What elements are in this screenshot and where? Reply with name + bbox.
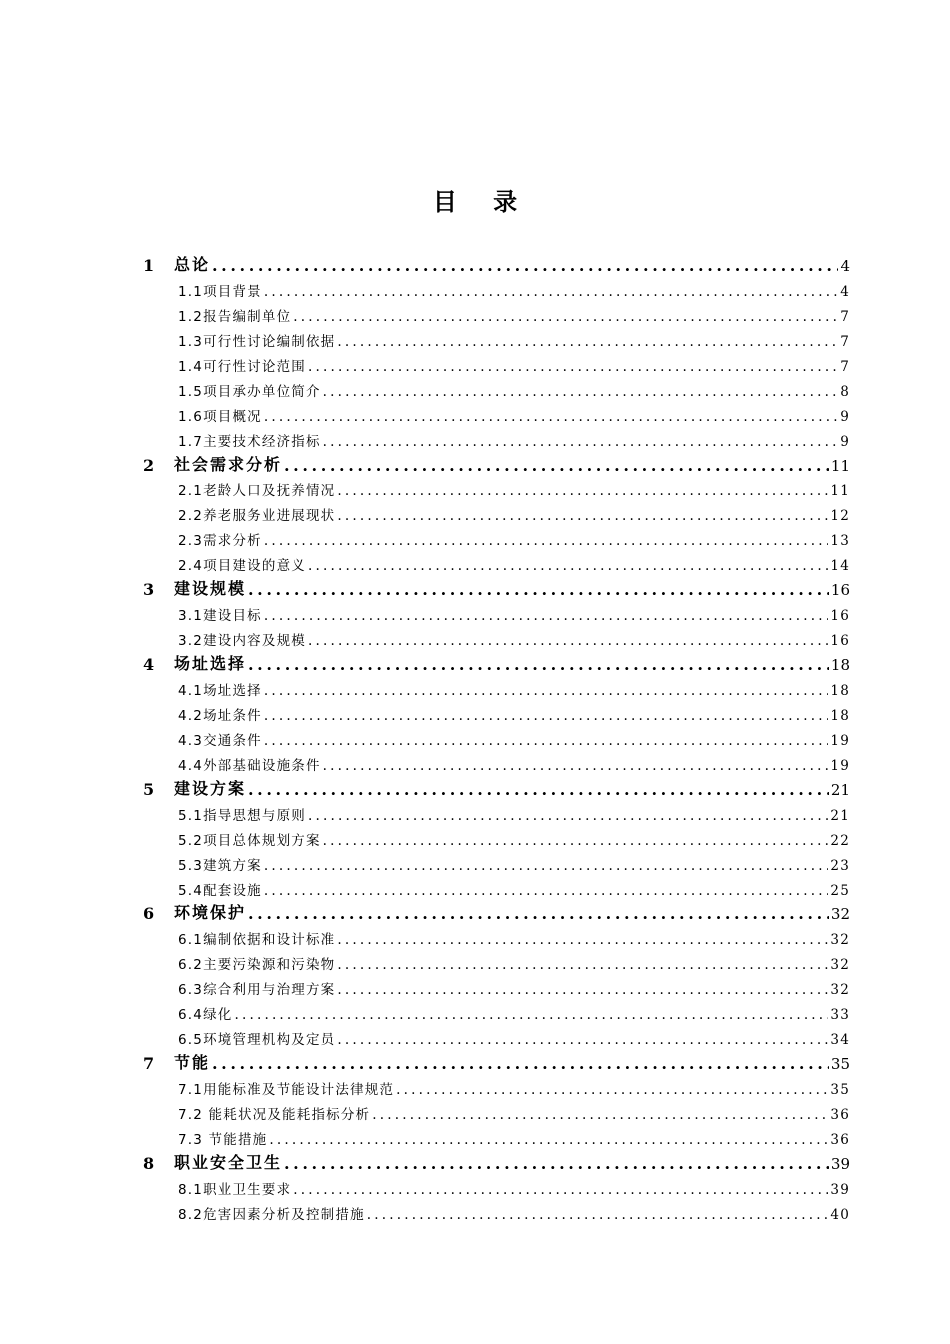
toc-page-number: 4 bbox=[840, 257, 850, 275]
toc-section-entry[interactable] bbox=[178, 699, 850, 724]
toc-page-number: 36 bbox=[830, 1106, 850, 1123]
toc-leader-dots bbox=[264, 883, 829, 899]
toc-chapter-entry[interactable] bbox=[143, 774, 850, 799]
toc-page-number: 16 bbox=[830, 581, 850, 600]
toc-leader-dots bbox=[308, 359, 838, 375]
toc-page-number: 18 bbox=[830, 682, 850, 699]
toc-section-entry[interactable] bbox=[178, 1123, 850, 1148]
toc-entry-label: 场址选择 bbox=[174, 654, 247, 674]
toc-entry-label: 2.2养老服务业进展现状 bbox=[178, 508, 336, 525]
toc-entry-label: 1.4可行性讨论范围 bbox=[178, 358, 306, 375]
toc-entry-label: 4.2场址条件 bbox=[178, 707, 262, 724]
toc-leader-dots bbox=[337, 508, 828, 524]
toc-page-number: 23 bbox=[830, 857, 850, 874]
toc-leader-dots bbox=[323, 833, 829, 849]
toc-page-number: 14 bbox=[830, 558, 850, 575]
toc-section-entry[interactable] bbox=[178, 375, 850, 400]
toc-section-entry[interactable] bbox=[178, 724, 850, 749]
toc-leader-dots bbox=[337, 1032, 828, 1048]
toc-entry-label: 1.5项目承办单位简介 bbox=[178, 383, 321, 400]
toc-section-entry[interactable] bbox=[178, 1098, 850, 1123]
toc-page-number: 32 bbox=[830, 905, 850, 924]
toc-leader-dots bbox=[337, 932, 828, 948]
toc-leader-dots bbox=[264, 284, 838, 300]
toc-leader-dots bbox=[264, 683, 829, 699]
toc-entry-label: 环境保护 bbox=[174, 903, 247, 923]
toc-entry-label: 节能 bbox=[174, 1053, 211, 1073]
toc-page-number: 18 bbox=[830, 707, 850, 724]
toc-section-entry[interactable] bbox=[178, 973, 850, 998]
toc-chapter-entry[interactable] bbox=[143, 450, 850, 475]
toc-section-entry[interactable] bbox=[178, 948, 850, 973]
toc-entry-label: 7.2 能耗状况及能耗指标分析 bbox=[178, 1106, 371, 1123]
toc-page-number: 4 bbox=[840, 283, 850, 300]
toc-section-entry[interactable] bbox=[178, 599, 850, 624]
toc-leader-dots bbox=[323, 758, 829, 774]
toc-leader-dots bbox=[212, 1054, 829, 1073]
toc-page-number: 7 bbox=[840, 358, 850, 375]
toc-page-number: 7 bbox=[840, 333, 850, 350]
toc-leader-dots bbox=[372, 1107, 828, 1123]
toc-chapter-number: 2 bbox=[143, 455, 155, 475]
toc-entry-label: 6.3综合利用与治理方案 bbox=[178, 982, 336, 999]
toc-leader-dots bbox=[367, 1207, 829, 1223]
toc-page-number: 39 bbox=[830, 1154, 850, 1173]
toc-page-number: 32 bbox=[830, 932, 850, 949]
toc-leader-dots bbox=[234, 1007, 828, 1023]
toc-leader-dots bbox=[293, 1182, 828, 1198]
toc-entry-label: 8.1职业卫生要求 bbox=[178, 1181, 292, 1198]
toc-chapter-number: 3 bbox=[143, 580, 155, 600]
toc-entry-label: 5.2项目总体规划方案 bbox=[178, 832, 321, 849]
toc-entry-label: 4.3交通条件 bbox=[178, 732, 262, 749]
toc-section-entry[interactable] bbox=[178, 1023, 850, 1048]
toc-leader-dots bbox=[212, 256, 838, 275]
toc-page-number: 22 bbox=[830, 832, 850, 849]
toc-section-entry[interactable] bbox=[178, 275, 850, 300]
toc-page-number: 34 bbox=[830, 1032, 850, 1049]
toc-leader-dots bbox=[264, 733, 829, 749]
toc-page-number: 35 bbox=[830, 1082, 850, 1099]
toc-entry-label: 5.1指导思想与原则 bbox=[178, 807, 306, 824]
toc-chapter-entry[interactable] bbox=[143, 250, 850, 275]
toc-page-number: 18 bbox=[830, 656, 850, 675]
toc-entry-label: 3.2建设内容及规模 bbox=[178, 633, 306, 650]
toc-leader-dots bbox=[284, 456, 829, 475]
toc-chapter-entry[interactable] bbox=[143, 898, 850, 923]
toc-leader-dots bbox=[248, 580, 829, 599]
toc-entry-label: 5.3建筑方案 bbox=[178, 857, 262, 874]
toc-chapter-entry[interactable] bbox=[143, 574, 850, 599]
toc-section-entry[interactable] bbox=[178, 1198, 850, 1223]
toc-entry-label: 建设规模 bbox=[174, 579, 247, 599]
toc-leader-dots bbox=[264, 608, 829, 624]
toc-leader-dots bbox=[284, 1154, 829, 1173]
toc-section-entry[interactable] bbox=[178, 549, 850, 574]
toc-page-number: 39 bbox=[830, 1181, 850, 1198]
toc-leader-dots bbox=[248, 655, 829, 674]
toc-page-number: 21 bbox=[830, 807, 850, 824]
toc-section-entry[interactable] bbox=[178, 923, 850, 948]
toc-chapter-entry[interactable] bbox=[143, 1048, 850, 1073]
toc-entry-label: 1.2报告编制单位 bbox=[178, 308, 292, 325]
toc-page-number: 35 bbox=[830, 1055, 850, 1074]
toc-page-number: 13 bbox=[830, 533, 850, 550]
toc-page-number: 11 bbox=[830, 456, 850, 475]
toc-entry-label: 总论 bbox=[174, 255, 211, 274]
toc-page-number: 9 bbox=[840, 433, 850, 450]
toc-section-entry[interactable] bbox=[178, 474, 850, 499]
toc-page-number: 11 bbox=[830, 483, 850, 500]
toc-leader-dots bbox=[264, 533, 829, 549]
toc-leader-dots bbox=[337, 982, 828, 998]
toc-leader-dots bbox=[293, 309, 838, 325]
toc-section-entry[interactable] bbox=[178, 849, 850, 874]
toc-entry-label: 1.6项目概况 bbox=[178, 408, 262, 425]
toc-entry-label: 6.1编制依据和设计标准 bbox=[178, 932, 336, 949]
toc-entry-label: 6.4绿化 bbox=[178, 1007, 233, 1024]
toc-page-number: 7 bbox=[840, 308, 850, 325]
toc-chapter-number: 8 bbox=[143, 1153, 155, 1173]
toc-chapter-number: 7 bbox=[143, 1054, 155, 1074]
page-title: 目 录 bbox=[432, 188, 532, 216]
toc-leader-dots bbox=[308, 808, 828, 824]
toc-section-entry[interactable] bbox=[178, 1173, 850, 1198]
toc-leader-dots bbox=[396, 1082, 828, 1098]
toc-entry-label: 社会需求分析 bbox=[174, 454, 283, 474]
toc-entry-label: 1.7主要技术经济指标 bbox=[178, 433, 321, 450]
toc-entry-label: 4.1场址选择 bbox=[178, 682, 262, 699]
toc-page-number: 40 bbox=[830, 1206, 850, 1223]
toc-entry-label: 建设方案 bbox=[174, 778, 247, 798]
toc-page-number: 8 bbox=[840, 383, 850, 400]
toc-section-entry[interactable] bbox=[178, 350, 850, 375]
toc-section-entry[interactable] bbox=[178, 425, 850, 450]
toc-chapter-entry[interactable] bbox=[143, 649, 850, 674]
toc-section-entry[interactable] bbox=[178, 400, 850, 425]
toc-page-number: 32 bbox=[830, 957, 850, 974]
toc-section-entry[interactable] bbox=[178, 674, 850, 699]
toc-leader-dots bbox=[264, 708, 829, 724]
toc-entry-label: 2.3需求分析 bbox=[178, 533, 262, 550]
toc-chapter-number: 5 bbox=[143, 779, 155, 799]
toc-page-number: 16 bbox=[830, 633, 850, 650]
toc-section-entry[interactable] bbox=[178, 749, 850, 774]
toc-page-number: 21 bbox=[830, 780, 850, 799]
toc-page-number: 36 bbox=[830, 1131, 850, 1148]
toc-entry-label: 7.3 节能措施 bbox=[178, 1131, 268, 1148]
toc-leader-dots bbox=[248, 904, 829, 923]
toc-chapter-number: 6 bbox=[143, 904, 155, 924]
toc-section-entry[interactable] bbox=[178, 998, 850, 1023]
toc-entry-label: 8.2危害因素分析及控制措施 bbox=[178, 1206, 365, 1223]
toc-leader-dots bbox=[337, 483, 828, 499]
toc-section-entry[interactable] bbox=[178, 1073, 850, 1098]
toc-entry-label: 职业安全卫生 bbox=[174, 1152, 283, 1172]
toc-entry-label: 1.1项目背景 bbox=[178, 283, 262, 300]
toc-section-entry[interactable] bbox=[178, 799, 850, 824]
toc-section-entry[interactable] bbox=[178, 824, 850, 849]
toc-section-entry[interactable] bbox=[178, 524, 850, 549]
toc-section-entry[interactable] bbox=[178, 300, 850, 325]
toc-chapter-entry[interactable] bbox=[143, 1148, 850, 1173]
toc-entry-label: 1.3可行性讨论编制依据 bbox=[178, 333, 336, 350]
toc-entry-label: 5.4配套设施 bbox=[178, 882, 262, 899]
toc-leader-dots bbox=[337, 957, 828, 973]
toc-page-number: 25 bbox=[830, 882, 850, 899]
toc-leader-dots bbox=[264, 409, 838, 425]
toc-section-entry[interactable] bbox=[178, 874, 850, 899]
toc-leader-dots bbox=[248, 780, 829, 799]
toc-leader-dots bbox=[264, 858, 829, 874]
toc-entry-label: 3.1建设目标 bbox=[178, 608, 262, 625]
toc-leader-dots bbox=[337, 334, 838, 350]
toc-section-entry[interactable] bbox=[178, 325, 850, 350]
toc-section-entry[interactable] bbox=[178, 499, 850, 524]
toc-leader-dots bbox=[269, 1132, 828, 1148]
toc-chapter-number: 4 bbox=[143, 655, 155, 675]
toc-entry-label: 7.1用能标准及节能设计法律规范 bbox=[178, 1082, 395, 1099]
toc-entry-label: 2.4项目建设的意义 bbox=[178, 558, 306, 575]
toc-leader-dots bbox=[308, 558, 828, 574]
toc-leader-dots bbox=[323, 434, 839, 450]
toc-entry-label: 6.5环境管理机构及定员 bbox=[178, 1032, 336, 1049]
toc-page-number: 9 bbox=[840, 408, 850, 425]
toc-page-number: 16 bbox=[830, 608, 850, 625]
toc-chapter-number: 1 bbox=[143, 256, 155, 275]
toc-section-entry[interactable] bbox=[178, 624, 850, 649]
toc-entry-label: 4.4外部基础设施条件 bbox=[178, 757, 321, 774]
toc-page-number: 19 bbox=[830, 732, 850, 749]
toc-entry-label: 6.2主要污染源和污染物 bbox=[178, 957, 336, 974]
toc-page-number: 12 bbox=[830, 508, 850, 525]
toc-page-number: 19 bbox=[830, 757, 850, 774]
toc-leader-dots bbox=[323, 384, 839, 400]
toc-page-number: 32 bbox=[830, 982, 850, 999]
toc-entry-label: 2.1老龄人口及抚养情况 bbox=[178, 483, 336, 500]
toc-page-number: 33 bbox=[830, 1007, 850, 1024]
toc-leader-dots bbox=[308, 633, 828, 649]
